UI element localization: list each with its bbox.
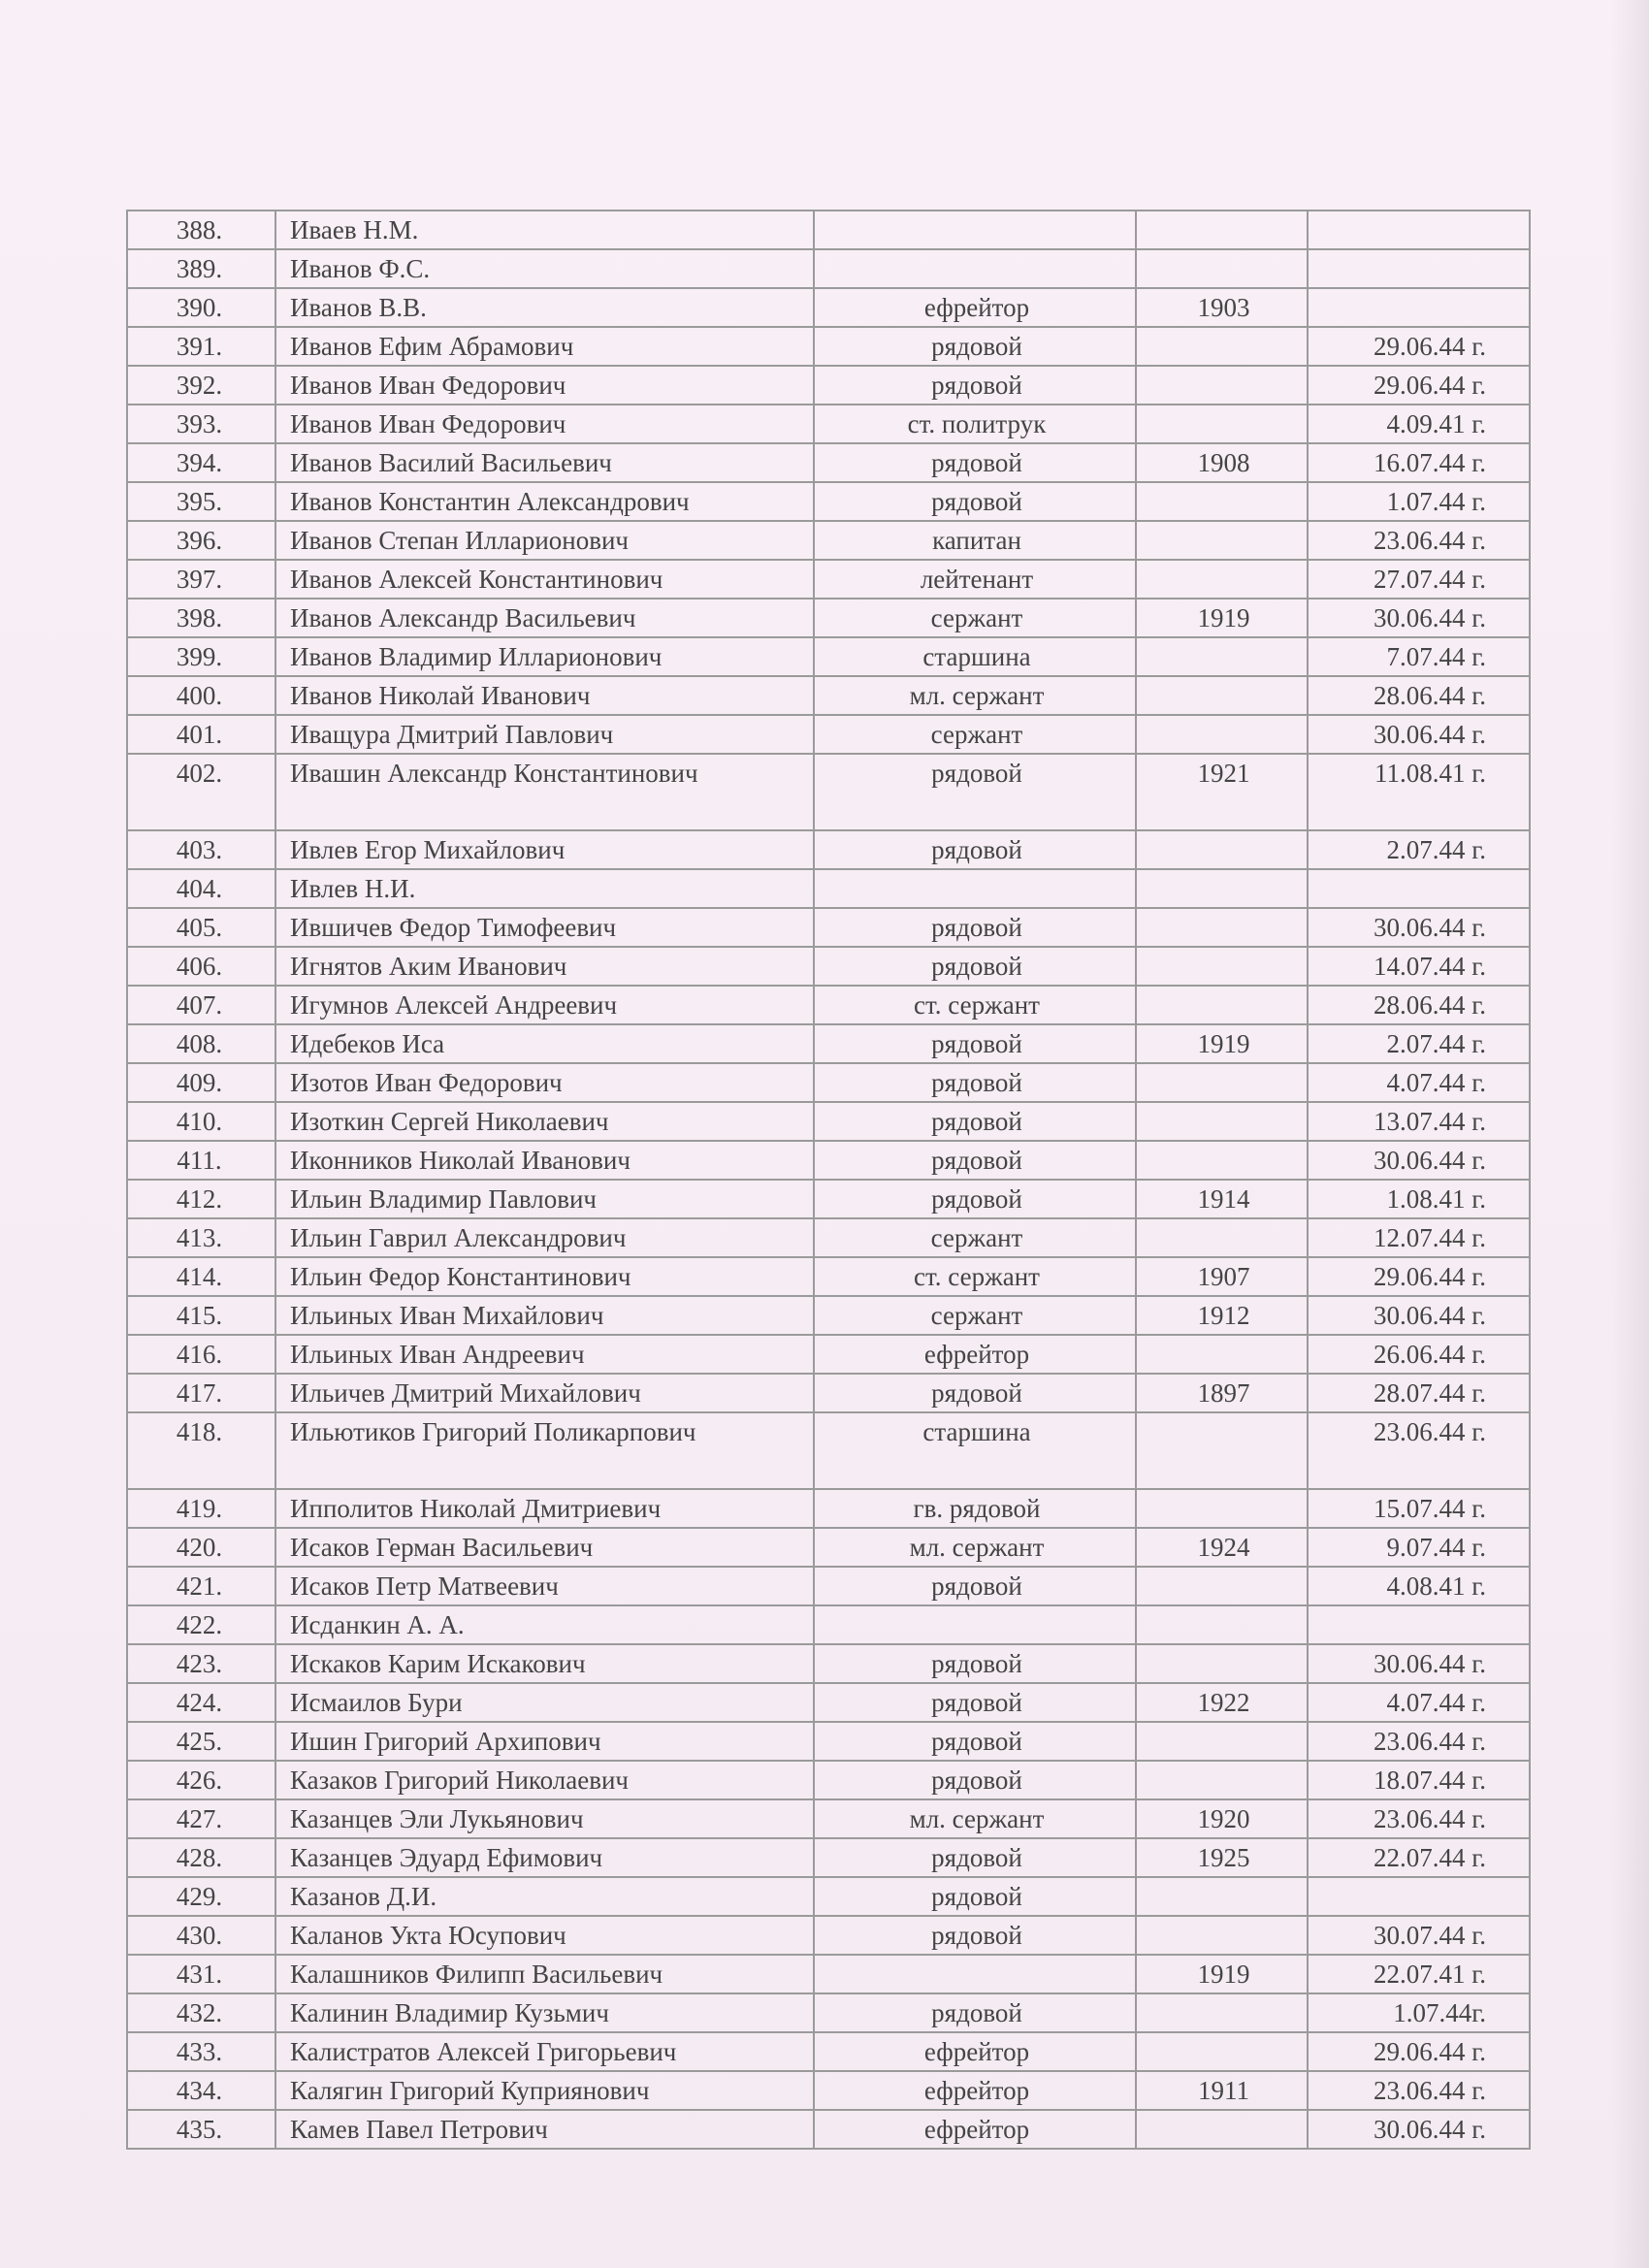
date-cell: 1.07.44г. <box>1308 1993 1530 2032</box>
person-name: Ильичев Дмитрий Михайлович <box>275 1374 814 1412</box>
person-name: Ильиных Иван Михайлович <box>275 1296 814 1335</box>
rank-cell: сержант <box>814 1296 1136 1335</box>
table-row <box>127 1180 1530 1218</box>
rank-cell: рядовой <box>814 366 1136 405</box>
date-cell: 18.07.44 г. <box>1308 1761 1530 1799</box>
table-row <box>127 637 1530 676</box>
birth-year-cell <box>1136 2110 1308 2149</box>
date-cell: 30.06.44 г. <box>1308 599 1530 637</box>
table-row <box>127 1102 1530 1141</box>
rank-cell: ефрейтор <box>814 2110 1136 2149</box>
row-number: 416. <box>127 1335 275 1374</box>
date-cell: 2.07.44 г. <box>1308 1024 1530 1063</box>
date-cell: 29.06.44 г. <box>1308 1257 1530 1296</box>
date-cell: 28.06.44 г. <box>1308 676 1530 715</box>
person-name: Иванов В.В. <box>275 288 814 327</box>
table-row <box>127 1218 1530 1257</box>
rank-cell: рядовой <box>814 1141 1136 1180</box>
person-name: Калашников Филипп Васильевич <box>275 1955 814 1993</box>
rank-cell: старшина <box>814 637 1136 676</box>
person-name: Ильин Гаврил Александрович <box>275 1218 814 1257</box>
rank-cell: лейтенант <box>814 560 1136 599</box>
table-row <box>127 1063 1530 1102</box>
date-cell: 30.06.44 г. <box>1308 1141 1530 1180</box>
date-cell <box>1308 1877 1530 1916</box>
row-number: 418. <box>127 1412 275 1489</box>
row-number: 403. <box>127 830 275 869</box>
row-number: 412. <box>127 1180 275 1218</box>
date-cell: 30.06.44 г. <box>1308 2110 1530 2149</box>
birth-year-cell <box>1136 211 1308 249</box>
date-cell: 28.06.44 г. <box>1308 986 1530 1024</box>
date-cell: 4.07.44 г. <box>1308 1063 1530 1102</box>
date-cell: 1.07.44 г. <box>1308 482 1530 521</box>
rank-cell: рядовой <box>814 482 1136 521</box>
person-name: Ильиных Иван Андреевич <box>275 1335 814 1374</box>
birth-year-cell <box>1136 560 1308 599</box>
table-row <box>127 1993 1530 2032</box>
birth-year-cell <box>1136 1567 1308 1605</box>
rank-cell: рядовой <box>814 1683 1136 1722</box>
row-number: 429. <box>127 1877 275 1916</box>
row-number: 399. <box>127 637 275 676</box>
row-number: 394. <box>127 443 275 482</box>
birth-year-cell <box>1136 715 1308 754</box>
person-name: Иваев Н.М. <box>275 211 814 249</box>
birth-year-cell: 1919 <box>1136 599 1308 637</box>
rank-cell: рядовой <box>814 1063 1136 1102</box>
rank-cell: рядовой <box>814 1374 1136 1412</box>
birth-year-cell <box>1136 1489 1308 1528</box>
row-number: 397. <box>127 560 275 599</box>
scan-edge-shadow <box>1610 0 1649 2268</box>
rank-cell: ефрейтор <box>814 2071 1136 2110</box>
person-name: Калягин Григорий Куприянович <box>275 2071 814 2110</box>
table-row <box>127 1955 1530 1993</box>
person-name: Иконников Николай Иванович <box>275 1141 814 1180</box>
date-cell: 16.07.44 г. <box>1308 443 1530 482</box>
table-row <box>127 482 1530 521</box>
date-cell: 30.06.44 г. <box>1308 908 1530 947</box>
rank-cell: рядовой <box>814 1644 1136 1683</box>
rank-cell: мл. сержант <box>814 676 1136 715</box>
table-row <box>127 1916 1530 1955</box>
person-name: Казанов Д.И. <box>275 1877 814 1916</box>
row-number: 422. <box>127 1605 275 1644</box>
rank-cell: рядовой <box>814 327 1136 366</box>
row-number: 425. <box>127 1722 275 1761</box>
date-cell: 28.07.44 г. <box>1308 1374 1530 1412</box>
row-number: 427. <box>127 1799 275 1838</box>
table-row <box>127 1799 1530 1838</box>
row-number: 398. <box>127 599 275 637</box>
person-name: Ивашин Александр Константинович <box>275 754 814 830</box>
table-row <box>127 947 1530 986</box>
rank-cell: рядовой <box>814 1722 1136 1761</box>
date-cell: 4.07.44 г. <box>1308 1683 1530 1722</box>
table-row <box>127 1257 1530 1296</box>
row-number: 411. <box>127 1141 275 1180</box>
birth-year-cell: 1908 <box>1136 443 1308 482</box>
rank-cell <box>814 1605 1136 1644</box>
table-row <box>127 986 1530 1024</box>
row-number: 415. <box>127 1296 275 1335</box>
rank-cell: мл. сержант <box>814 1528 1136 1567</box>
table-row <box>127 1296 1530 1335</box>
birth-year-cell: 1914 <box>1136 1180 1308 1218</box>
date-cell: 9.07.44 г. <box>1308 1528 1530 1567</box>
date-cell: 12.07.44 г. <box>1308 1218 1530 1257</box>
table-row <box>127 288 1530 327</box>
row-number: 401. <box>127 715 275 754</box>
table-row <box>127 1335 1530 1374</box>
row-number: 392. <box>127 366 275 405</box>
date-cell <box>1308 211 1530 249</box>
birth-year-cell <box>1136 1141 1308 1180</box>
date-cell <box>1308 288 1530 327</box>
person-name: Искаков Карим Искакович <box>275 1644 814 1683</box>
rank-cell: сержант <box>814 1218 1136 1257</box>
birth-year-cell <box>1136 1916 1308 1955</box>
table-row <box>127 521 1530 560</box>
birth-year-cell <box>1136 676 1308 715</box>
person-name: Иванов Ф.С. <box>275 249 814 288</box>
table-row <box>127 599 1530 637</box>
registry-body <box>127 211 1530 2149</box>
row-number: 406. <box>127 947 275 986</box>
date-cell: 4.08.41 г. <box>1308 1567 1530 1605</box>
birth-year-cell <box>1136 1412 1308 1489</box>
date-cell: 4.09.41 г. <box>1308 405 1530 443</box>
table-row <box>127 2071 1530 2110</box>
date-cell <box>1308 1605 1530 1644</box>
rank-cell: ефрейтор <box>814 288 1136 327</box>
person-name: Каланов Укта Юсупович <box>275 1916 814 1955</box>
rank-cell: мл. сержант <box>814 1799 1136 1838</box>
date-cell: 29.06.44 г. <box>1308 366 1530 405</box>
birth-year-cell <box>1136 1605 1308 1644</box>
birth-year-cell <box>1136 830 1308 869</box>
table-row <box>127 1567 1530 1605</box>
table-row <box>127 908 1530 947</box>
person-name: Иванов Алексей Константинович <box>275 560 814 599</box>
date-cell: 1.08.41 г. <box>1308 1180 1530 1218</box>
row-number: 410. <box>127 1102 275 1141</box>
birth-year-cell: 1922 <box>1136 1683 1308 1722</box>
birth-year-cell <box>1136 366 1308 405</box>
row-number: 435. <box>127 2110 275 2149</box>
rank-cell: рядовой <box>814 1993 1136 2032</box>
birth-year-cell: 1924 <box>1136 1528 1308 1567</box>
birth-year-cell <box>1136 869 1308 908</box>
rank-cell: рядовой <box>814 1567 1136 1605</box>
person-name: Иващура Дмитрий Павлович <box>275 715 814 754</box>
table-row <box>127 1412 1530 1489</box>
row-number: 433. <box>127 2032 275 2071</box>
table-row <box>127 2110 1530 2149</box>
row-number: 393. <box>127 405 275 443</box>
table-row <box>127 1683 1530 1722</box>
date-cell: 30.06.44 г. <box>1308 1296 1530 1335</box>
birth-year-cell <box>1136 1644 1308 1683</box>
date-cell <box>1308 869 1530 908</box>
rank-cell <box>814 211 1136 249</box>
person-name: Иванов Иван Федорович <box>275 405 814 443</box>
birth-year-cell <box>1136 521 1308 560</box>
birth-year-cell <box>1136 1335 1308 1374</box>
row-number: 405. <box>127 908 275 947</box>
rank-cell: ефрейтор <box>814 1335 1136 1374</box>
date-cell: 29.06.44 г. <box>1308 2032 1530 2071</box>
date-cell: 15.07.44 г. <box>1308 1489 1530 1528</box>
date-cell: 22.07.44 г. <box>1308 1838 1530 1877</box>
row-number: 408. <box>127 1024 275 1063</box>
rank-cell: рядовой <box>814 947 1136 986</box>
date-cell: 23.06.44 г. <box>1308 2071 1530 2110</box>
person-name: Ильин Владимир Павлович <box>275 1180 814 1218</box>
date-cell: 11.08.41 г. <box>1308 754 1530 830</box>
row-number: 432. <box>127 1993 275 2032</box>
person-name: Исаков Петр Матвеевич <box>275 1567 814 1605</box>
date-cell: 13.07.44 г. <box>1308 1102 1530 1141</box>
row-number: 426. <box>127 1761 275 1799</box>
table-row <box>127 869 1530 908</box>
person-name: Казанцев Эдуард Ефимович <box>275 1838 814 1877</box>
rank-cell: рядовой <box>814 1180 1136 1218</box>
rank-cell: рядовой <box>814 1102 1136 1141</box>
row-number: 419. <box>127 1489 275 1528</box>
rank-cell: рядовой <box>814 1761 1136 1799</box>
row-number: 390. <box>127 288 275 327</box>
rank-cell: рядовой <box>814 1838 1136 1877</box>
birth-year-cell <box>1136 405 1308 443</box>
person-name: Исмаилов Бури <box>275 1683 814 1722</box>
table-row <box>127 405 1530 443</box>
rank-cell: рядовой <box>814 754 1136 830</box>
date-cell: 30.06.44 г. <box>1308 1644 1530 1683</box>
birth-year-cell: 1921 <box>1136 754 1308 830</box>
row-number: 430. <box>127 1916 275 1955</box>
birth-year-cell <box>1136 1761 1308 1799</box>
table-row <box>127 211 1530 249</box>
rank-cell: рядовой <box>814 1877 1136 1916</box>
birth-year-cell <box>1136 327 1308 366</box>
person-name: Игумнов Алексей Андреевич <box>275 986 814 1024</box>
table-row <box>127 1877 1530 1916</box>
row-number: 413. <box>127 1218 275 1257</box>
table-row <box>127 249 1530 288</box>
rank-cell: ефрейтор <box>814 2032 1136 2071</box>
birth-year-cell <box>1136 637 1308 676</box>
table-row <box>127 1838 1530 1877</box>
row-number: 407. <box>127 986 275 1024</box>
birth-year-cell: 1903 <box>1136 288 1308 327</box>
table-row <box>127 1605 1530 1644</box>
person-name: Иванов Ефим Абрамович <box>275 327 814 366</box>
rank-cell: рядовой <box>814 1024 1136 1063</box>
table-row <box>127 443 1530 482</box>
row-number: 400. <box>127 676 275 715</box>
date-cell <box>1308 249 1530 288</box>
rank-cell: сержант <box>814 715 1136 754</box>
person-name: Иванов Иван Федорович <box>275 366 814 405</box>
rank-cell: рядовой <box>814 830 1136 869</box>
person-name: Исданкин А. А. <box>275 1605 814 1644</box>
person-name: Изотов Иван Федорович <box>275 1063 814 1102</box>
row-number: 434. <box>127 2071 275 2110</box>
person-name: Калистратов Алексей Григорьевич <box>275 2032 814 2071</box>
date-cell: 23.06.44 г. <box>1308 1799 1530 1838</box>
table-row <box>127 1761 1530 1799</box>
person-name: Иванов Константин Александрович <box>275 482 814 521</box>
row-number: 396. <box>127 521 275 560</box>
birth-year-cell: 1907 <box>1136 1257 1308 1296</box>
person-name: Иванов Степан Илларионович <box>275 521 814 560</box>
rank-cell: ст. сержант <box>814 986 1136 1024</box>
birth-year-cell: 1911 <box>1136 2071 1308 2110</box>
row-number: 414. <box>127 1257 275 1296</box>
registry-table <box>126 210 1531 2150</box>
table-row <box>127 327 1530 366</box>
birth-year-cell: 1919 <box>1136 1955 1308 1993</box>
row-number: 389. <box>127 249 275 288</box>
person-name: Ипполитов Николай Дмитриевич <box>275 1489 814 1528</box>
date-cell: 23.06.44 г. <box>1308 1412 1530 1489</box>
birth-year-cell <box>1136 1102 1308 1141</box>
date-cell: 23.06.44 г. <box>1308 521 1530 560</box>
row-number: 402. <box>127 754 275 830</box>
person-name: Калинин Владимир Кузьмич <box>275 1993 814 2032</box>
table-row <box>127 2032 1530 2071</box>
row-number: 417. <box>127 1374 275 1412</box>
table-row <box>127 754 1530 830</box>
date-cell: 26.06.44 г. <box>1308 1335 1530 1374</box>
rank-cell <box>814 1955 1136 1993</box>
table-row <box>127 366 1530 405</box>
rank-cell <box>814 249 1136 288</box>
table-row <box>127 715 1530 754</box>
table-row <box>127 560 1530 599</box>
rank-cell: рядовой <box>814 443 1136 482</box>
table-row <box>127 1374 1530 1412</box>
person-name: Ильин Федор Константинович <box>275 1257 814 1296</box>
row-number: 424. <box>127 1683 275 1722</box>
date-cell: 30.06.44 г. <box>1308 715 1530 754</box>
person-name: Иванов Владимир Илларионович <box>275 637 814 676</box>
person-name: Ившичев Федор Тимофеевич <box>275 908 814 947</box>
row-number: 395. <box>127 482 275 521</box>
person-name: Ивлев Н.И. <box>275 869 814 908</box>
birth-year-cell: 1919 <box>1136 1024 1308 1063</box>
date-cell: 29.06.44 г. <box>1308 327 1530 366</box>
date-cell: 2.07.44 г. <box>1308 830 1530 869</box>
person-name: Иванов Николай Иванович <box>275 676 814 715</box>
person-name: Иванов Василий Васильевич <box>275 443 814 482</box>
table-row <box>127 1141 1530 1180</box>
row-number: 431. <box>127 1955 275 1993</box>
table-row <box>127 1528 1530 1567</box>
person-name: Ивлев Егор Михайлович <box>275 830 814 869</box>
birth-year-cell <box>1136 2032 1308 2071</box>
rank-cell: сержант <box>814 599 1136 637</box>
row-number: 409. <box>127 1063 275 1102</box>
table-row <box>127 676 1530 715</box>
rank-cell: ст. политрук <box>814 405 1136 443</box>
rank-cell <box>814 869 1136 908</box>
rank-cell: рядовой <box>814 1916 1136 1955</box>
birth-year-cell <box>1136 249 1308 288</box>
person-name: Иванов Александр Васильевич <box>275 599 814 637</box>
person-name: Ильютиков Григорий Поликарпович <box>275 1412 814 1489</box>
birth-year-cell: 1897 <box>1136 1374 1308 1412</box>
date-cell: 23.06.44 г. <box>1308 1722 1530 1761</box>
table-row <box>127 1489 1530 1528</box>
birth-year-cell <box>1136 482 1308 521</box>
rank-cell: гв. рядовой <box>814 1489 1136 1528</box>
person-name: Казанцев Эли Лукьянович <box>275 1799 814 1838</box>
row-number: 404. <box>127 869 275 908</box>
row-number: 420. <box>127 1528 275 1567</box>
birth-year-cell: 1920 <box>1136 1799 1308 1838</box>
table-row <box>127 830 1530 869</box>
table-row <box>127 1722 1530 1761</box>
person-name: Исаков Герман Васильевич <box>275 1528 814 1567</box>
person-name: Изоткин Сергей Николаевич <box>275 1102 814 1141</box>
date-cell: 27.07.44 г. <box>1308 560 1530 599</box>
birth-year-cell <box>1136 1993 1308 2032</box>
person-name: Игнятов Аким Иванович <box>275 947 814 986</box>
birth-year-cell <box>1136 1063 1308 1102</box>
date-cell: 7.07.44 г. <box>1308 637 1530 676</box>
rank-cell: ст. сержант <box>814 1257 1136 1296</box>
date-cell: 22.07.41 г. <box>1308 1955 1530 1993</box>
rank-cell: рядовой <box>814 908 1136 947</box>
rank-cell: капитан <box>814 521 1136 560</box>
person-name: Ишин Григорий Архипович <box>275 1722 814 1761</box>
birth-year-cell <box>1136 1218 1308 1257</box>
row-number: 388. <box>127 211 275 249</box>
birth-year-cell <box>1136 1722 1308 1761</box>
birth-year-cell <box>1136 1877 1308 1916</box>
birth-year-cell <box>1136 986 1308 1024</box>
row-number: 421. <box>127 1567 275 1605</box>
row-number: 391. <box>127 327 275 366</box>
table-row <box>127 1644 1530 1683</box>
person-name: Камев Павел Петрович <box>275 2110 814 2149</box>
row-number: 428. <box>127 1838 275 1877</box>
person-name: Казаков Григорий Николаевич <box>275 1761 814 1799</box>
date-cell: 14.07.44 г. <box>1308 947 1530 986</box>
birth-year-cell: 1925 <box>1136 1838 1308 1877</box>
date-cell: 30.07.44 г. <box>1308 1916 1530 1955</box>
row-number: 423. <box>127 1644 275 1683</box>
birth-year-cell <box>1136 947 1308 986</box>
rank-cell: старшина <box>814 1412 1136 1489</box>
birth-year-cell <box>1136 908 1308 947</box>
person-name: Идебеков Иса <box>275 1024 814 1063</box>
table-row <box>127 1024 1530 1063</box>
birth-year-cell: 1912 <box>1136 1296 1308 1335</box>
